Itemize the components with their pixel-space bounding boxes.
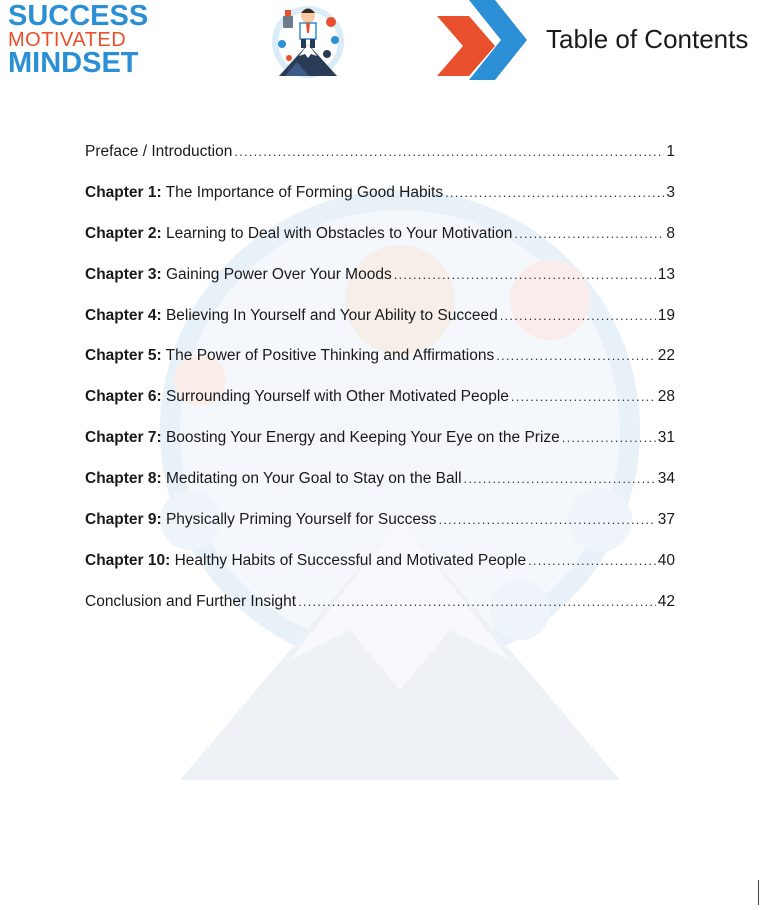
toc-chapter-prefix: Chapter 4: <box>85 306 162 324</box>
toc-leader-dots <box>562 424 656 452</box>
toc-entry-title: The Power of Positive Thinking and Affirmations <box>161 347 495 365</box>
toc-leader-dots <box>464 465 656 493</box>
toc-chapter-prefix: Chapter 5: <box>85 347 162 365</box>
toc-entry-title: Learning to Deal with Obstacles to Your Motivation <box>161 224 513 242</box>
toc-leader-dots <box>528 547 656 575</box>
toc-entry[interactable] <box>85 588 675 629</box>
toc-entry[interactable] <box>85 424 675 465</box>
double-chevron-icon <box>433 0 528 80</box>
toc-chapter-prefix: Chapter 6: <box>85 388 162 406</box>
toc-page-number: 34 <box>657 470 675 488</box>
toc-entry[interactable] <box>85 220 675 261</box>
toc-leader-dots <box>394 261 656 289</box>
toc-chapter-prefix: Chapter 10: <box>85 551 171 569</box>
toc-entry[interactable] <box>85 138 675 179</box>
toc-page-number: 13 <box>657 265 675 283</box>
toc-leader-dots <box>438 506 655 534</box>
toc-entry[interactable] <box>85 383 675 424</box>
toc-leader-dots <box>445 179 664 207</box>
toc-page-number: 22 <box>657 347 675 365</box>
toc-leader-dots <box>298 588 656 616</box>
toc-page-number: 37 <box>657 511 675 529</box>
climber-badge-icon <box>265 0 351 80</box>
toc-page-number: 28 <box>657 388 675 406</box>
toc-leader-dots <box>234 138 664 166</box>
toc-entry-title: Surrounding Yourself with Other Motivated People <box>161 388 509 406</box>
page-title: Table of Contents <box>546 24 749 54</box>
toc-entry[interactable] <box>85 547 675 588</box>
toc-entry-title: Preface / Introduction <box>85 143 233 160</box>
toc-chapter-prefix: Chapter 9: <box>85 511 162 529</box>
toc-entry-title: Believing In Yourself and Your Ability to Succeed <box>161 306 498 324</box>
toc-page-number: 8 <box>666 224 675 242</box>
logo-line-mindset: MINDSET <box>8 47 139 79</box>
toc-page-number: 3 <box>666 183 675 201</box>
toc-chapter-prefix: Chapter 1: <box>85 183 162 201</box>
toc-entry[interactable] <box>85 302 675 343</box>
page-edge-marker <box>758 880 759 905</box>
toc-page-number: 31 <box>657 429 675 447</box>
toc-leader-dots <box>500 302 656 330</box>
toc-chapter-prefix: Chapter 8: <box>85 470 162 488</box>
brand-logo <box>8 2 168 78</box>
logo-line-success: SUCCESS <box>8 0 149 32</box>
toc-entry[interactable] <box>85 506 675 547</box>
toc-entry-title: The Importance of Forming Good Habits <box>161 183 444 201</box>
toc-entry[interactable] <box>85 179 675 220</box>
toc-entry-title: Conclusion and Further Insight <box>85 592 297 610</box>
toc-entry-title: Meditating on Your Goal to Stay on the Ball <box>161 470 462 488</box>
toc-page-number: 1 <box>666 143 675 160</box>
toc-chapter-prefix: Chapter 7: <box>85 429 162 447</box>
toc-chapter-prefix: Chapter 3: <box>85 265 162 283</box>
toc-entry-title: Gaining Power Over Your Moods <box>161 265 392 283</box>
logo-line-motivated: MOTIVATED <box>8 29 127 51</box>
toc-entry-title: Physically Priming Yourself for Success <box>161 511 437 529</box>
toc-list <box>85 138 675 629</box>
toc-entry-title: Healthy Habits of Successful and Motivated People <box>170 551 527 569</box>
toc-page-number: 42 <box>657 592 675 610</box>
toc-page-number: 19 <box>657 306 675 324</box>
toc-page-number: 40 <box>657 551 675 569</box>
toc-entry[interactable] <box>85 465 675 506</box>
toc-leader-dots <box>496 342 656 370</box>
toc-entry[interactable] <box>85 342 675 383</box>
toc-leader-dots <box>511 383 656 411</box>
toc-chapter-prefix: Chapter 2: <box>85 224 162 242</box>
toc-entry[interactable] <box>85 261 675 302</box>
toc-entry-title: Boosting Your Energy and Keeping Your Eye on the Prize <box>161 429 560 447</box>
toc-leader-dots <box>514 220 664 248</box>
